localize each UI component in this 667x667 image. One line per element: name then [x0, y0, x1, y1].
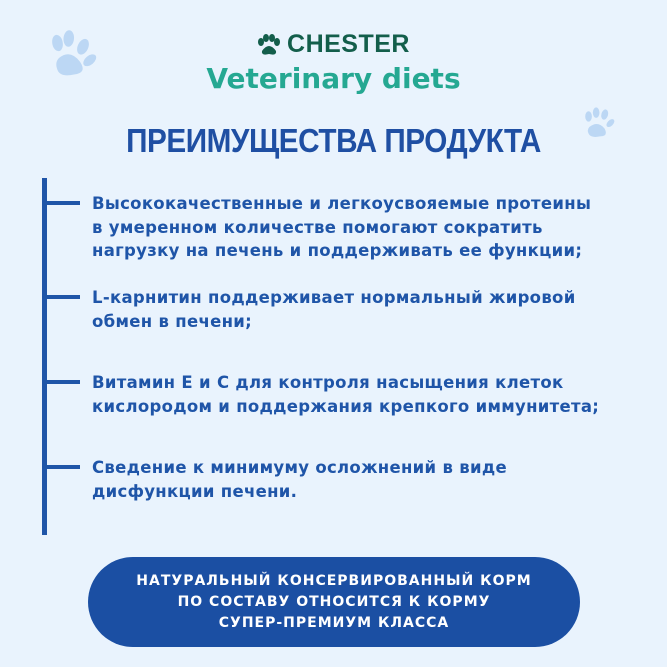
benefit-item: [92, 456, 632, 503]
benefit-line: кислородом и поддержания крепкого иммунитета;: [92, 396, 600, 416]
brand-subtitle: Veterinary diets: [206, 61, 461, 95]
benefit-line: в умеренном количестве помогают сократить: [92, 217, 543, 237]
benefit-line: Сведение к минимуму осложнений в виде: [92, 458, 507, 477]
timeline-tick: [44, 295, 80, 299]
logo: [257, 30, 410, 59]
benefit-item: [92, 371, 632, 418]
timeline-tick: [44, 380, 80, 384]
paw-logo-icon: [257, 34, 281, 56]
page-title: ПРЕИМУЩЕСТВА ПРОДУКТА: [126, 122, 541, 159]
benefit-item: [92, 286, 632, 333]
benefit-line: Витамин Е и С для контроля насыщения клеток: [92, 373, 564, 392]
benefit-item: [92, 192, 632, 263]
banner-line: НАТУРАЛЬНЫЙ КОНСЕРВИРОВАННЫЙ КОРМ: [136, 572, 532, 589]
benefit-line: нагрузку на печень и поддерживать ее функции;: [92, 241, 583, 260]
benefit-line: L-карнитин поддерживает нормальный жировой: [92, 288, 576, 307]
timeline-tick: [44, 201, 80, 205]
benefit-line: обмен в печени;: [92, 311, 253, 331]
benefit-line: Высококачественные и легкоусвояемые протеины: [92, 194, 592, 213]
super-premium-banner: [88, 557, 580, 647]
timeline-line: [42, 178, 47, 535]
benefit-line: дисфункции печени.: [92, 481, 298, 501]
brand-header: [0, 30, 667, 95]
banner-line: СУПЕР-ПРЕМИУМ КЛАССА: [218, 614, 450, 631]
banner-line: ПО СОСТАВУ ОТНОСИТСЯ К КОРМУ: [177, 593, 491, 610]
timeline-tick: [44, 465, 80, 469]
logo-text: CHESTER: [287, 30, 410, 58]
